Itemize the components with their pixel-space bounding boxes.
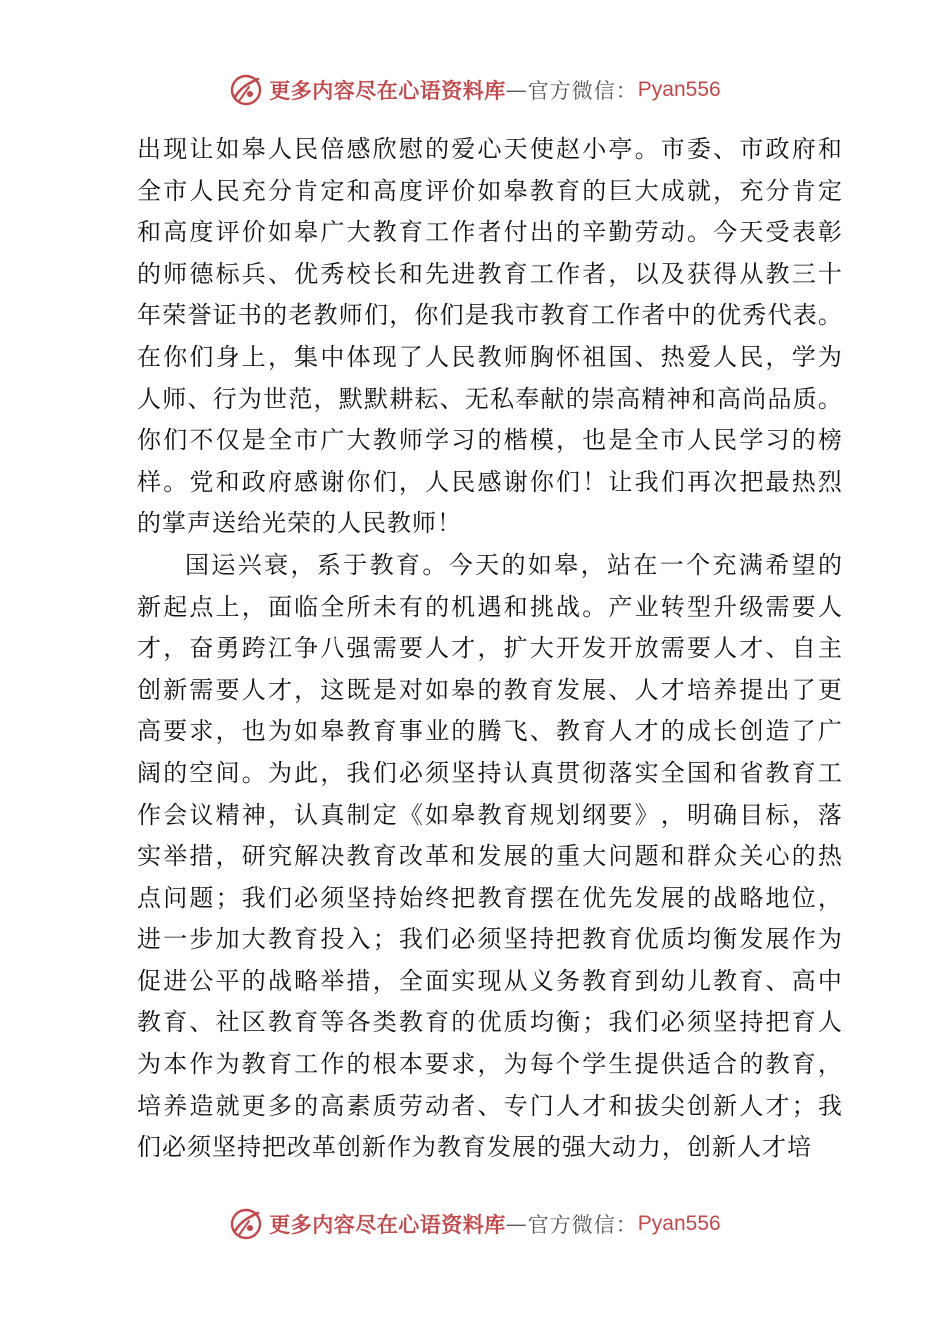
text-line: 国 运 兴 衰 ， 系 于 教 育 。 今 天 的 如 皋 ， 站 在 一 个 充 满 希 望 的 xyxy=(185,550,842,579)
text-line: 和 高 度 评 价 如 皋 广 大 教 育 工 作 者 付 出 的 辛 勤 劳 动 。 今 天 受 表 彰 xyxy=(137,218,842,247)
text-line: 全 市 人 民 充 分 肯 定 和 高 度 评 价 如 皋 教 育 的 巨 大 成 就 ， 充 分 肯 定 xyxy=(137,176,842,205)
text-line: 进 一 步 加 大 教 育 投 入 ； 我 们 必 须 坚 持 把 教 育 优 质 均 衡 发 展 作 为 xyxy=(137,925,842,954)
paragraph xyxy=(137,129,842,545)
paragraph xyxy=(137,545,842,1169)
text-line: 作 会 议 精 神 ， 认 真 制 定 《 如 皋 教 育 规 划 纲 要 》 ， 明 确 目 标 ， 落 xyxy=(137,800,842,829)
watermark-wechat-id: Pyan556 xyxy=(637,1212,721,1235)
text-line: 出 现 让 如 皋 人 民 倍 感 欣 慰 的 爱 心 天 使 赵 小 亭 。 市 委 、 市 政 府 和 xyxy=(137,135,842,163)
text-line: 促 进 公 平 的 战 略 举 措 ， 全 面 实 现 从 义 务 教 育 到 幼 儿 教 育 、 高 中 xyxy=(137,966,842,995)
text-line: 你 们 不 仅 是 全 市 广 大 教 师 学 习 的 楷 模 ， 也 是 全 市 人 民 学 习 的 榜 xyxy=(137,426,842,455)
text-line: 在 你 们 身 上 ， 集 中 体 现 了 人 民 教 师 胸 怀 祖 国 、 热 爱 人 民 ， 学 为 xyxy=(137,342,842,371)
text-line: 阔 的 空 间 。 为 此 ， 我 们 必 须 坚 持 认 真 贯 彻 落 实 全 国 和 省 教 育 工 xyxy=(137,758,842,787)
text-line: 样 。 党 和 政 府 感 谢 你 们 ， 人 民 感 谢 你 们 ！ 让 我 们 再 次 把 最 热 烈 xyxy=(137,467,842,496)
text-line: 们必须坚持把改革创新作为教育发展的强大动力，创新人才培 xyxy=(137,1133,812,1162)
text-line: 的掌声送给光荣的人民教师！ xyxy=(137,509,462,538)
text-line: 教 育 、 社 区 教 育 等 各 类 教 育 的 优 质 均 衡 ； 我 们 必 须 坚 持 把 育 人 xyxy=(137,1008,842,1037)
text-line: 年 荣 誉 证 书 的 老 教 师 们 ， 你 们 是 我 市 教 育 工 作 者 中 的 优 秀 代 表 。 xyxy=(137,301,842,330)
watermark-main-text: 更多内容尽在心语资料库 xyxy=(269,78,506,103)
text-line: 点 问 题 ； 我 们 必 须 坚 持 始 终 把 教 育 摆 在 优 先 发 展 的 战 略 地 位 ， xyxy=(137,883,842,912)
watermark-main-text: 更多内容尽在心语资料库 xyxy=(269,1212,506,1237)
watermark-official-label: 官方微信： xyxy=(527,79,638,103)
watermark-official-label: 官方微信： xyxy=(527,1213,638,1237)
header-watermark xyxy=(0,70,950,110)
text-line: 的 师 德 标 兵 、 优 秀 校 长 和 先 进 教 育 工 作 者 ， 以 及 获 得 从 教 三 十 xyxy=(137,259,842,288)
document-body xyxy=(137,129,842,1169)
watermark-dash: — xyxy=(505,1212,528,1236)
text-line: 培 养 造 就 更 多 的 高 素 质 劳 动 者 、 专 门 人 才 和 拔 尖 创 新 人 才 ； 我 xyxy=(137,1091,842,1120)
text-line: 实 举 措 ， 研 究 解 决 教 育 改 革 和 发 展 的 重 大 问 题 和 群 众 关 心 的 热 xyxy=(137,842,842,871)
text-line: 人 师 、 行 为 世 范 ， 默 默 耕 耘 、 无 私 奉 献 的 崇 高 精 神 和 高 尚 品 质 。 xyxy=(137,384,842,413)
footer-watermark xyxy=(0,1204,950,1244)
watermark-dash: — xyxy=(505,78,528,102)
brush-logo-icon xyxy=(229,73,263,107)
text-line: 新 起 点 上 ， 面 临 全 所 未 有 的 机 遇 和 挑 战 。 产 业 转 型 升 级 需 要 人 xyxy=(137,592,842,621)
watermark-wechat-id: Pyan556 xyxy=(637,78,721,101)
brush-logo-icon xyxy=(229,1207,263,1241)
text-line: 高 要 求 ， 也 为 如 皋 教 育 事 业 的 腾 飞 、 教 育 人 才 的 成 长 创 造 了 广 xyxy=(137,717,842,746)
text-line: 创 新 需 要 人 才 ， 这 既 是 对 如 皋 的 教 育 发 展 、 人 才 培 养 提 出 了 更 xyxy=(137,675,842,704)
text-line: 才 ， 奋 勇 跨 江 争 八 强 需 要 人 才 ， 扩 大 开 发 开 放 需 要 人 才 、 自 主 xyxy=(137,634,842,663)
text-line: 为 本 作 为 教 育 工 作 的 根 本 要 求 ， 为 每 个 学 生 提 供 适 合 的 教 育 ， xyxy=(137,1050,842,1079)
